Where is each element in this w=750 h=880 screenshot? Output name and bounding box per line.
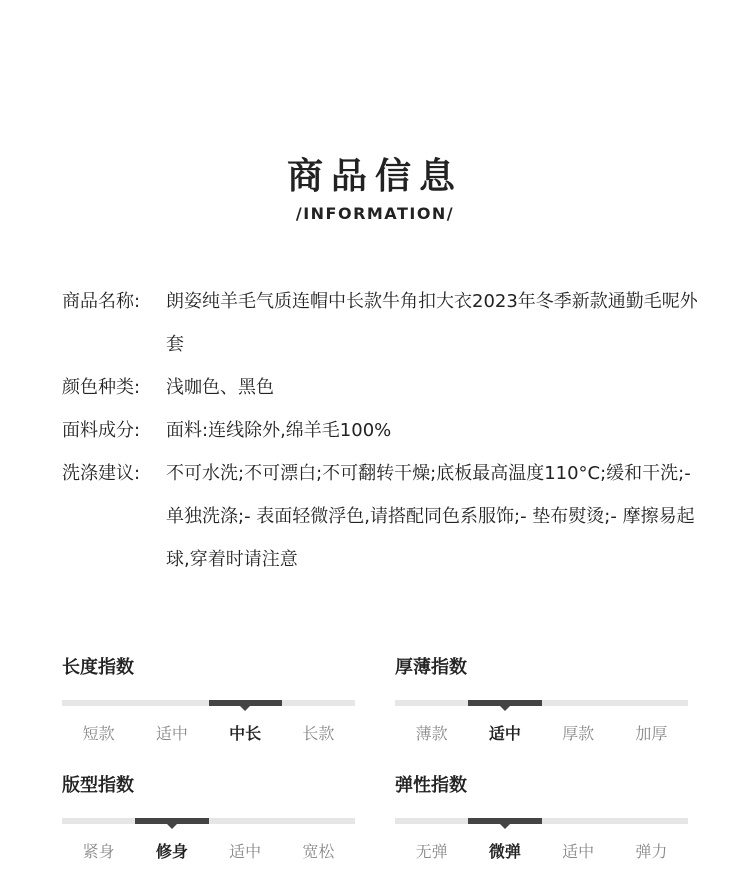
page-subtitle: /INFORMATION/ <box>295 204 455 223</box>
index-option: 中长 <box>229 724 262 743</box>
index-pointer-icon <box>167 824 177 829</box>
info-value: 朗姿纯羊毛气质连帽中长款牛角扣大衣2023年冬季新款通勤毛呢外套 <box>166 291 698 355</box>
index-track <box>395 818 688 824</box>
product-info-list <box>62 280 702 581</box>
index-track <box>62 700 355 706</box>
index-option: 适中 <box>488 724 521 743</box>
index-pointer-icon <box>500 824 510 829</box>
index-option: 长款 <box>302 724 335 743</box>
index-elasticity <box>395 774 688 862</box>
index-title: 厚薄指数 <box>395 657 467 678</box>
info-row-name <box>62 280 702 366</box>
info-value: 不可水洗;不可漂白;不可翻转干燥;底板最高温度110°C;缓和干洗;- 单独洗涤;- 表面轻微浮色,请搭配同色系服饰;- 垫布熨烫;- 摩擦易起球,穿着时请注意 <box>166 463 695 570</box>
index-option: 厚款 <box>562 724 595 743</box>
index-option: 紧身 <box>82 842 115 861</box>
index-thickness <box>395 656 688 744</box>
index-fit <box>62 774 355 862</box>
info-value: 浅咖色、黑色 <box>166 377 274 398</box>
index-option: 加厚 <box>635 724 668 743</box>
index-track <box>62 818 355 824</box>
info-label: 商品名称: <box>62 291 141 312</box>
index-option: 薄款 <box>415 724 448 743</box>
index-option: 适中 <box>562 842 595 861</box>
index-option: 弹力 <box>635 842 668 861</box>
index-option: 宽松 <box>302 842 335 861</box>
info-row-fabric <box>62 409 702 452</box>
info-row-color <box>62 366 702 409</box>
index-track <box>395 700 688 706</box>
info-value: 面料:连线除外,绵羊毛100% <box>166 420 392 441</box>
info-label: 颜色种类: <box>62 377 141 398</box>
index-length <box>62 656 355 744</box>
index-option: 修身 <box>155 842 188 861</box>
index-title: 长度指数 <box>62 657 134 678</box>
index-option: 无弹 <box>415 842 448 861</box>
index-title: 版型指数 <box>62 775 134 796</box>
info-label: 洗涤建议: <box>62 463 141 484</box>
index-pointer-icon <box>240 706 250 711</box>
page-title: 商品信息 <box>286 156 463 197</box>
index-pointer-icon <box>500 706 510 711</box>
index-option: 适中 <box>229 842 262 861</box>
info-label: 面料成分: <box>62 420 141 441</box>
index-option: 适中 <box>155 724 188 743</box>
info-row-washing <box>62 452 702 581</box>
index-option: 短款 <box>82 724 115 743</box>
index-option: 微弹 <box>488 842 521 861</box>
index-title: 弹性指数 <box>395 775 467 796</box>
